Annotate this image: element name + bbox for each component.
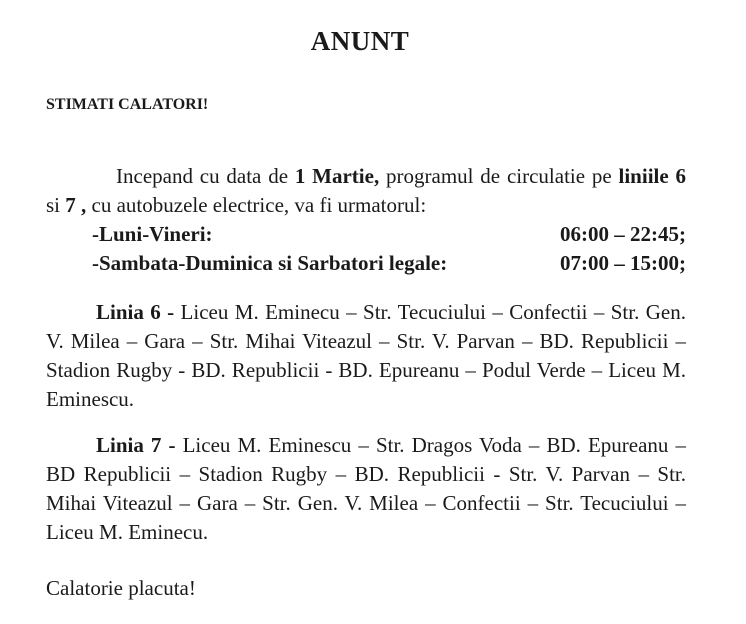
line-6-route: Liceu M. Eminecu – Str. Tecuciului – Confectii – Str. Gen. V. Milea – Gara – Str. Mihai Viteazul – Str. V. Parvan – BD. Republicii – Stadion Rugby - BD. Republicii - BD. Epureanu – Podul Verde – Liceu M. Eminescu. (46, 300, 686, 411)
schedule-hours: 07:00 – 15:00; (560, 251, 686, 275)
greeting: STIMATI CALATORI! (46, 96, 209, 113)
intro-text (46, 162, 686, 220)
line-6-label: Linia 6 - (96, 300, 175, 324)
intro-text-1: Incepand cu data de (116, 164, 295, 188)
line-6-paragraph (46, 298, 686, 414)
closing-text: Calatorie placuta! (46, 576, 196, 600)
intro-text-3: si (46, 193, 66, 217)
schedule-row-weekdays (46, 220, 686, 249)
start-date: 1 Martie, (294, 164, 380, 188)
schedule-row-weekend (46, 249, 686, 278)
page-title: ANUNT (310, 26, 410, 56)
line-7-number: 7 , (65, 193, 87, 217)
lines-word: liniile 6 (618, 164, 687, 188)
schedule-label: -Sambata-Duminica si Sarbatori legale: (92, 251, 448, 275)
schedule-hours: 06:00 – 22:45; (560, 222, 686, 246)
intro-text-2: programul de circulatie pe (379, 164, 619, 188)
intro-text-4: cu autobuzele electrice, va fi urmatorul: (86, 193, 427, 217)
line-7-paragraph (46, 431, 686, 547)
line-7-route: Liceu M. Eminescu – Str. Dragos Voda – BD. Epureanu – BD Republicii – Stadion Rugby – BD. Republicii - Str. V. Parvan – Str. Mihai Viteazul – Gara – Str. Gen. V. Milea – Confectii – Str. Tecuciului – Liceu M. Eminecu. (46, 433, 686, 544)
line-7-label: Linia 7 - (96, 433, 176, 457)
intro-paragraph (46, 162, 686, 278)
schedule-label: -Luni-Vineri: (92, 222, 213, 246)
